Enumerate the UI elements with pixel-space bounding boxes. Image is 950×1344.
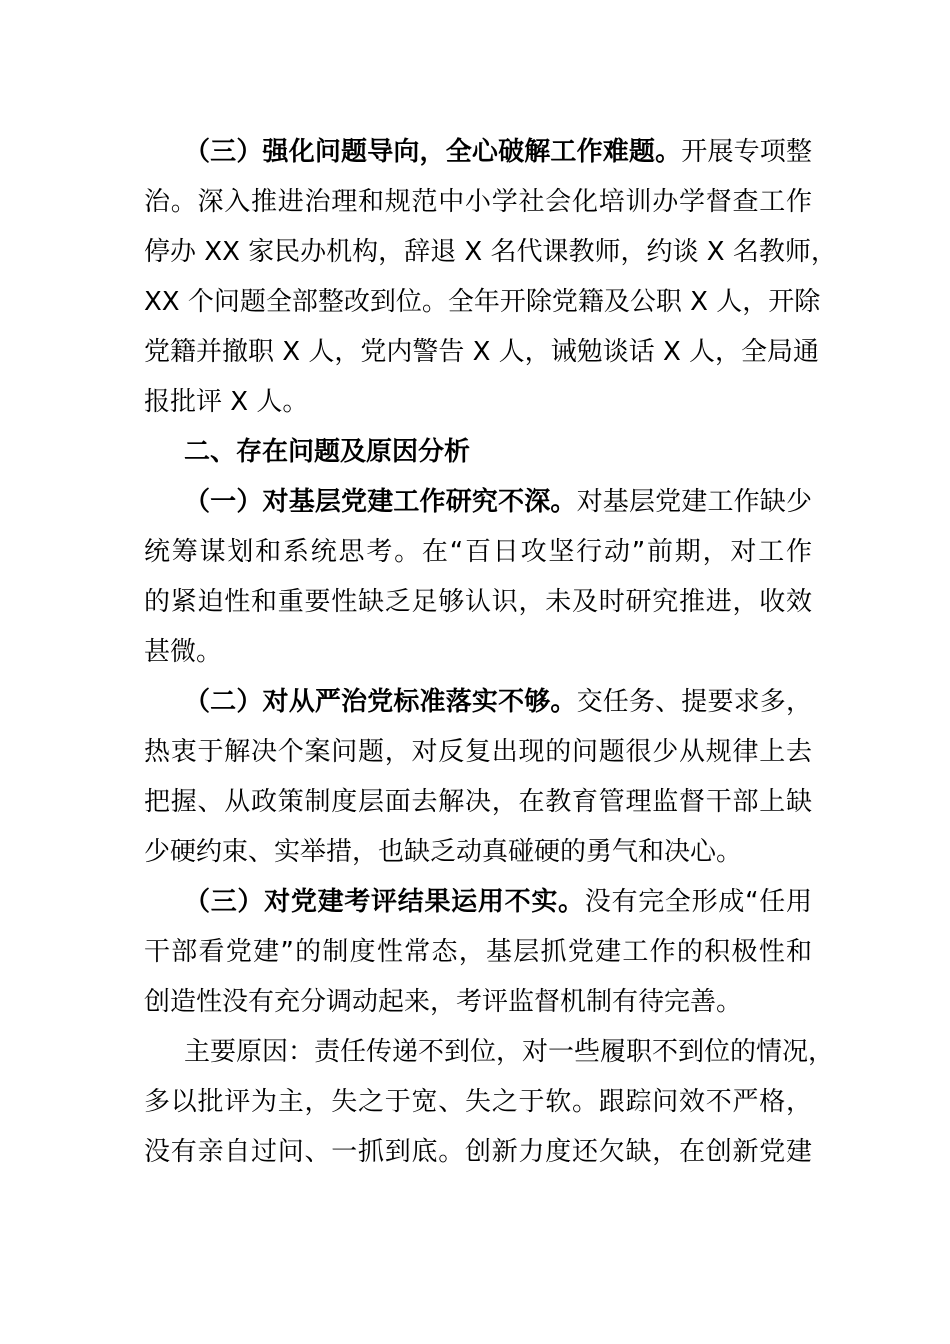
paragraph-4-text: 没有完全形成“任用	[584, 887, 812, 917]
paragraph-4-title: （三）对党建考评结果运用不实。	[184, 887, 585, 917]
paragraph-2-title: （一）对基层党建工作研究不深。	[184, 487, 577, 517]
paragraph-1-line-4: XX 个问题全部整改到位。全年开除党籍及公职 X 人，开除	[144, 287, 821, 317]
paragraph-5-line-3: 没有亲自过问、一抓到底。创新力度还欠缺，在创新党建	[144, 1137, 812, 1167]
paragraph-3-line-4: 少硬约束、实举措，也缺乏动真碰硬的勇气和决心。	[144, 837, 743, 867]
paragraph-2-line-4: 甚微。	[144, 637, 223, 667]
paragraph-1-title: （三）强化问题导向，全心破解工作难题。	[184, 137, 682, 167]
paragraph-4-line-2: 干部看党建”的制度性常态，基层抓党建工作的积极性和	[144, 937, 812, 967]
paragraph-3-line-3: 把握、从政策制度层面去解决，在教育管理监督干部上缺	[144, 787, 812, 817]
paragraph-3-text: 交任务、提要求多，	[576, 687, 812, 717]
paragraph-2-line-1	[144, 477, 812, 527]
paragraph-3-line-1	[144, 677, 812, 727]
paragraph-1-text: 开展专项整	[681, 137, 812, 167]
paragraph-1-line-1	[144, 127, 812, 177]
paragraph-2-text: 对基层党建工作缺少	[576, 487, 812, 517]
paragraph-2-line-2: 统筹谋划和系统思考。在“百日攻坚行动”前期，对工作	[144, 537, 812, 567]
document-body	[144, 127, 837, 1177]
paragraph-1-line-2: 治。深入推进治理和规范中小学社会化培训办学督查工作	[144, 187, 812, 217]
paragraph-1-line-5: 党籍并撤职 X 人，党内警告 X 人，诫勉谈话 X 人，全局通	[144, 337, 820, 367]
paragraph-5-line-2: 多以批评为主，失之于宽、失之于软。跟踪问效不严格，	[144, 1087, 812, 1117]
paragraph-4-line-1	[144, 877, 812, 927]
paragraph-4-line-3: 创造性没有充分调动起来，考评监督机制有待完善。	[144, 987, 743, 1017]
paragraph-3-title: （二）对从严治党标准落实不够。	[184, 687, 577, 717]
paragraph-5-line-1: 主要原因：责任传递不到位，对一些履职不到位的情况，	[184, 1037, 835, 1067]
paragraph-1-line-3: 停办 XX 家民办机构，辞退 X 名代课教师，约谈 X 名教师，	[144, 237, 837, 267]
section-heading: 二、存在问题及原因分析	[184, 437, 471, 467]
paragraph-2-line-3: 的紧迫性和重要性缺乏足够认识，未及时研究推进，收效	[144, 587, 812, 617]
paragraph-1-line-6: 报批评 X 人。	[144, 387, 309, 417]
paragraph-3-line-2: 热衷于解决个案问题，对反复出现的问题很少从规律上去	[144, 737, 812, 767]
